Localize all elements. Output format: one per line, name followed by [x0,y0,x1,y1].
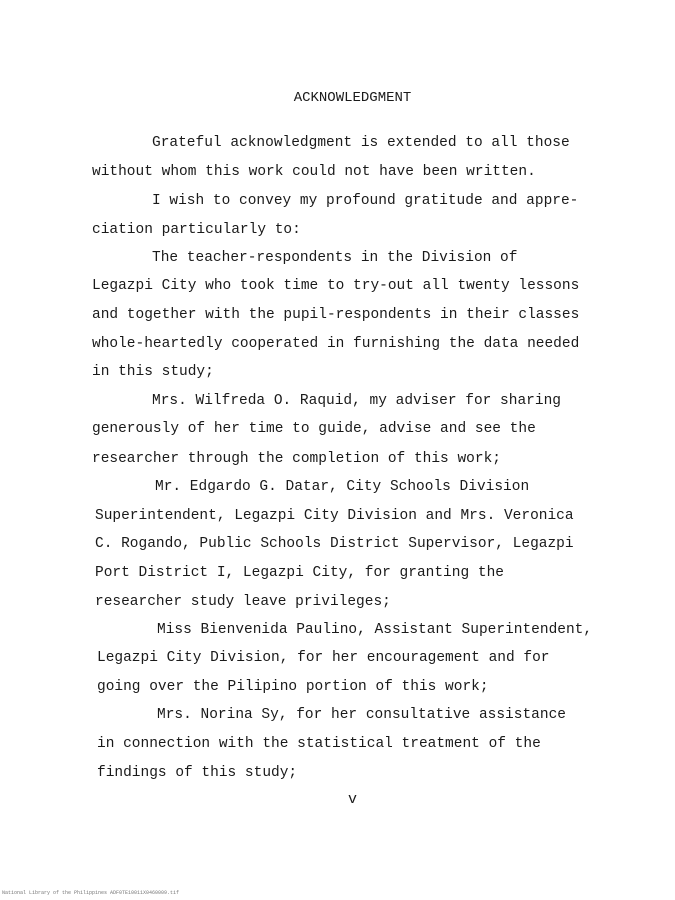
text-line: researcher study leave privileges; [95,594,391,610]
text-line: whole-heartedly cooperated in furnishing the data needed [92,336,580,352]
text-line: C. Rogando, Public Schools District Supervisor, Legazpi [95,536,574,552]
text-line: Grateful acknowledgment is extended to all those [152,135,570,151]
text-line: Mrs. Norina Sy, for her consultative assistance [157,707,566,723]
page-title: ACKNOWLEDGMENT [293,90,412,106]
text-line: in connection with the statistical treatment of the [97,736,541,752]
text-line: researcher through the completion of this work; [92,451,501,467]
text-line: in this study; [92,364,214,380]
text-line: Mr. Edgardo G. Datar, City Schools Division [155,479,530,495]
text-line: I wish to convey my profound gratitude and appre- [152,193,579,209]
text-line: without whom this work could not have been written. [92,164,536,180]
text-line: Superintendent, Legazpi City Division and Mrs. Veronica [95,508,574,524]
text-line: Mrs. Wilfreda O. Raquid, my adviser for sharing [152,393,561,409]
text-line: Miss Bienvenida Paulino, Assistant Superintendent, [157,622,593,638]
page-number: v [347,791,357,808]
text-line: and together with the pupil-respondents in their classes [92,307,580,323]
text-line: Legazpi City who took time to try-out all twenty lessons [92,278,580,294]
text-line: The teacher-respondents in the Division of [152,250,518,266]
text-line: ciation particularly to: [92,222,301,238]
scan-footer: National Library of the Philippines ADF0TE10011X0460009.tif [2,890,180,896]
text-line: generously of her time to guide, advise and see the [92,421,536,437]
text-line: Port District I, Legazpi City, for granting the [95,565,504,581]
text-line: findings of this study; [97,765,298,781]
text-line: going over the Pilipino portion of this work; [97,679,489,695]
text-line: Legazpi City Division, for her encouragement and for [97,650,550,666]
